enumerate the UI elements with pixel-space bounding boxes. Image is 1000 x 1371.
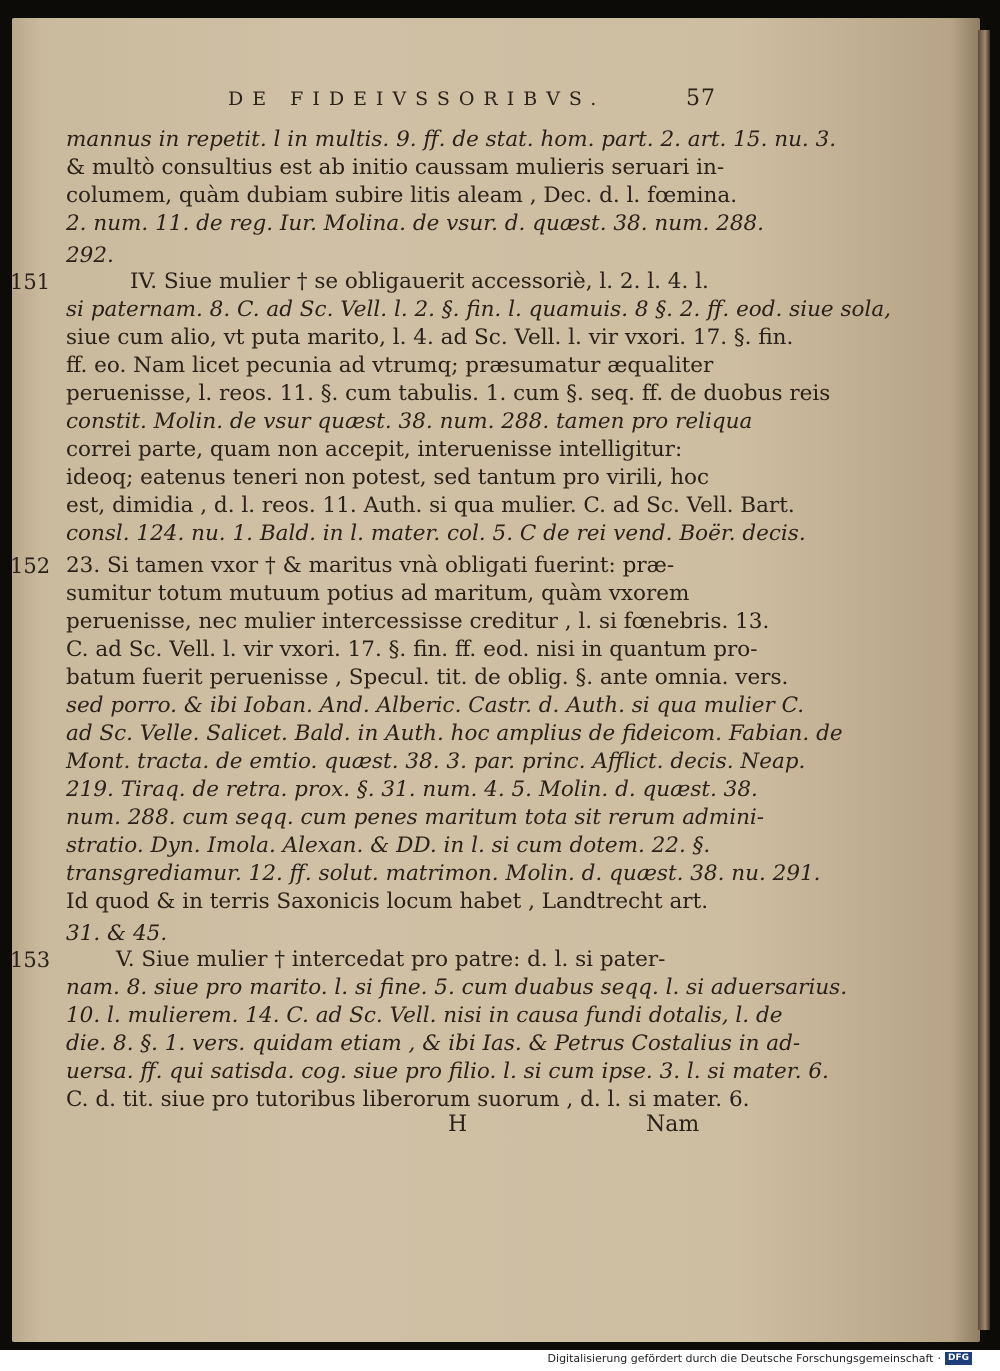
text-line: num. 288. cum seqq. cum penes maritum tota sit rerum admini- — [66, 805, 765, 830]
text-line: consl. 124. nu. 1. Bald. in l. mater. col. 5. C de rei vend. Boër. decis. — [66, 521, 806, 546]
margin-number-153: 153 — [10, 948, 51, 972]
signature-mark: H — [448, 1112, 468, 1137]
text-line: & multò consultius est ab initio caussam mulieris seruari in- — [66, 155, 725, 180]
running-title: DE FIDEIVSSORIBVS. — [228, 88, 606, 110]
text-line: ad Sc. Velle. Salicet. Bald. in Auth. hoc amplius de fideicom. Fabian. de — [66, 721, 843, 746]
text-line: 10. l. mulierem. 14. C. ad Sc. Vell. nisi in causa fundi dotalis, l. de — [66, 1003, 783, 1028]
text-line: si paternam. 8. C. ad Sc. Vell. l. 2. §. fin. l. quamuis. 8 §. 2. ff. eod. siue sola, — [66, 297, 891, 322]
text-line: constit. Molin. de vsur quæst. 38. num. 288. tamen pro reliqua — [66, 409, 753, 434]
text-line: siue cum alio, vt puta marito, l. 4. ad Sc. Vell. l. vir vxori. 17. §. fin. — [66, 325, 794, 350]
text-line: 219. Tiraq. de retra. prox. §. 31. num. 4. 5. Molin. d. quæst. 38. — [66, 777, 758, 802]
text-line: sed porro. & ibi Ioban. And. Alberic. Castr. d. Auth. si qua mulier C. — [66, 693, 805, 718]
dfg-logo-icon: DFG — [945, 1352, 972, 1365]
text-line: stratio. Dyn. Imola. Alexan. & DD. in l. si cum dotem. 22. §. — [66, 833, 711, 858]
text-line: peruenisse, l. reos. 11. §. cum tabulis. 1. cum §. seq. ff. de duobus reis — [66, 381, 831, 406]
margin-number-151: 151 — [10, 270, 51, 294]
catchword: Nam — [646, 1112, 700, 1137]
text-line: 23. Si tamen vxor † & maritus vnà obligati fuerint: præ- — [66, 553, 675, 578]
text-line: batum fuerit peruenisse , Specul. tit. de oblig. §. ante omnia. vers. — [66, 665, 789, 690]
text-line: columem, quàm dubiam subire litis aleam , Dec. d. l. fœmina. — [66, 183, 738, 208]
text-line: 31. & 45. — [66, 921, 168, 946]
text-line: mannus in repetit. l in multis. 9. ff. de stat. hom. part. 2. art. 15. nu. 3. — [66, 127, 837, 152]
text-line: C. ad Sc. Vell. l. vir vxori. 17. §. fin. ff. eod. nisi in quantum pro- — [66, 637, 758, 662]
footer-separator: · — [937, 1352, 941, 1365]
text-line: die. 8. §. 1. vers. quidam etiam , & ibi Ias. & Petrus Costalius in ad- — [66, 1031, 801, 1056]
text-line: Id quod & in terris Saxonicis locum habet , Landtrecht art. — [66, 889, 709, 914]
text-line: ff. eo. Nam licet pecunia ad vtrumq; præsumatur æqualiter — [66, 353, 714, 378]
footer-credit — [548, 1352, 972, 1365]
text-line: uersa. ff. qui satisda. cog. siue pro filio. l. si cum ipse. 3. l. si mater. 6. — [66, 1059, 829, 1084]
footer-credit-text: Digitalisierung gefördert durch die Deutsche Forschungsgemeinschaft — [547, 1352, 934, 1365]
text-line: V. Siue mulier † intercedat pro patre: d. l. si pater- — [116, 947, 666, 972]
text-line: 292. — [66, 243, 114, 268]
text-line: nam. 8. siue pro marito. l. si fine. 5. cum duabus seqq. l. si aduersarius. — [66, 975, 848, 1000]
text-line: transgrediamur. 12. ff. solut. matrimon. Molin. d. quæst. 38. nu. 291. — [66, 861, 821, 886]
text-line: Mont. tracta. de emtio. quæst. 38. 3. par. princ. Afflict. decis. Neap. — [66, 749, 806, 774]
text-line: peruenisse, nec mulier intercessisse creditur , l. si fœnebris. 13. — [66, 609, 770, 634]
page-fore-edge — [978, 30, 990, 1330]
text-line: IV. Siue mulier † se obligauerit accessoriè, l. 2. l. 4. l. — [130, 269, 709, 294]
margin-number-152: 152 — [10, 554, 51, 578]
text-line: sumitur totum mutuum potius ad maritum, quàm vxorem — [66, 581, 690, 606]
text-line: est, dimidia , d. l. reos. 11. Auth. si qua mulier. C. ad Sc. Vell. Bart. — [66, 493, 795, 518]
page-number: 57 — [686, 86, 716, 111]
text-line: 2. num. 11. de reg. Iur. Molina. de vsur. d. quæst. 38. num. 288. — [66, 211, 765, 236]
text-line: ideoq; eatenus teneri non potest, sed tantum pro virili, hoc — [66, 465, 710, 490]
text-line: C. d. tit. siue pro tutoribus liberorum suorum , d. l. si mater. 6. — [66, 1087, 750, 1112]
text-line: correi parte, quam non accepit, interuenisse intelligitur: — [66, 437, 683, 462]
